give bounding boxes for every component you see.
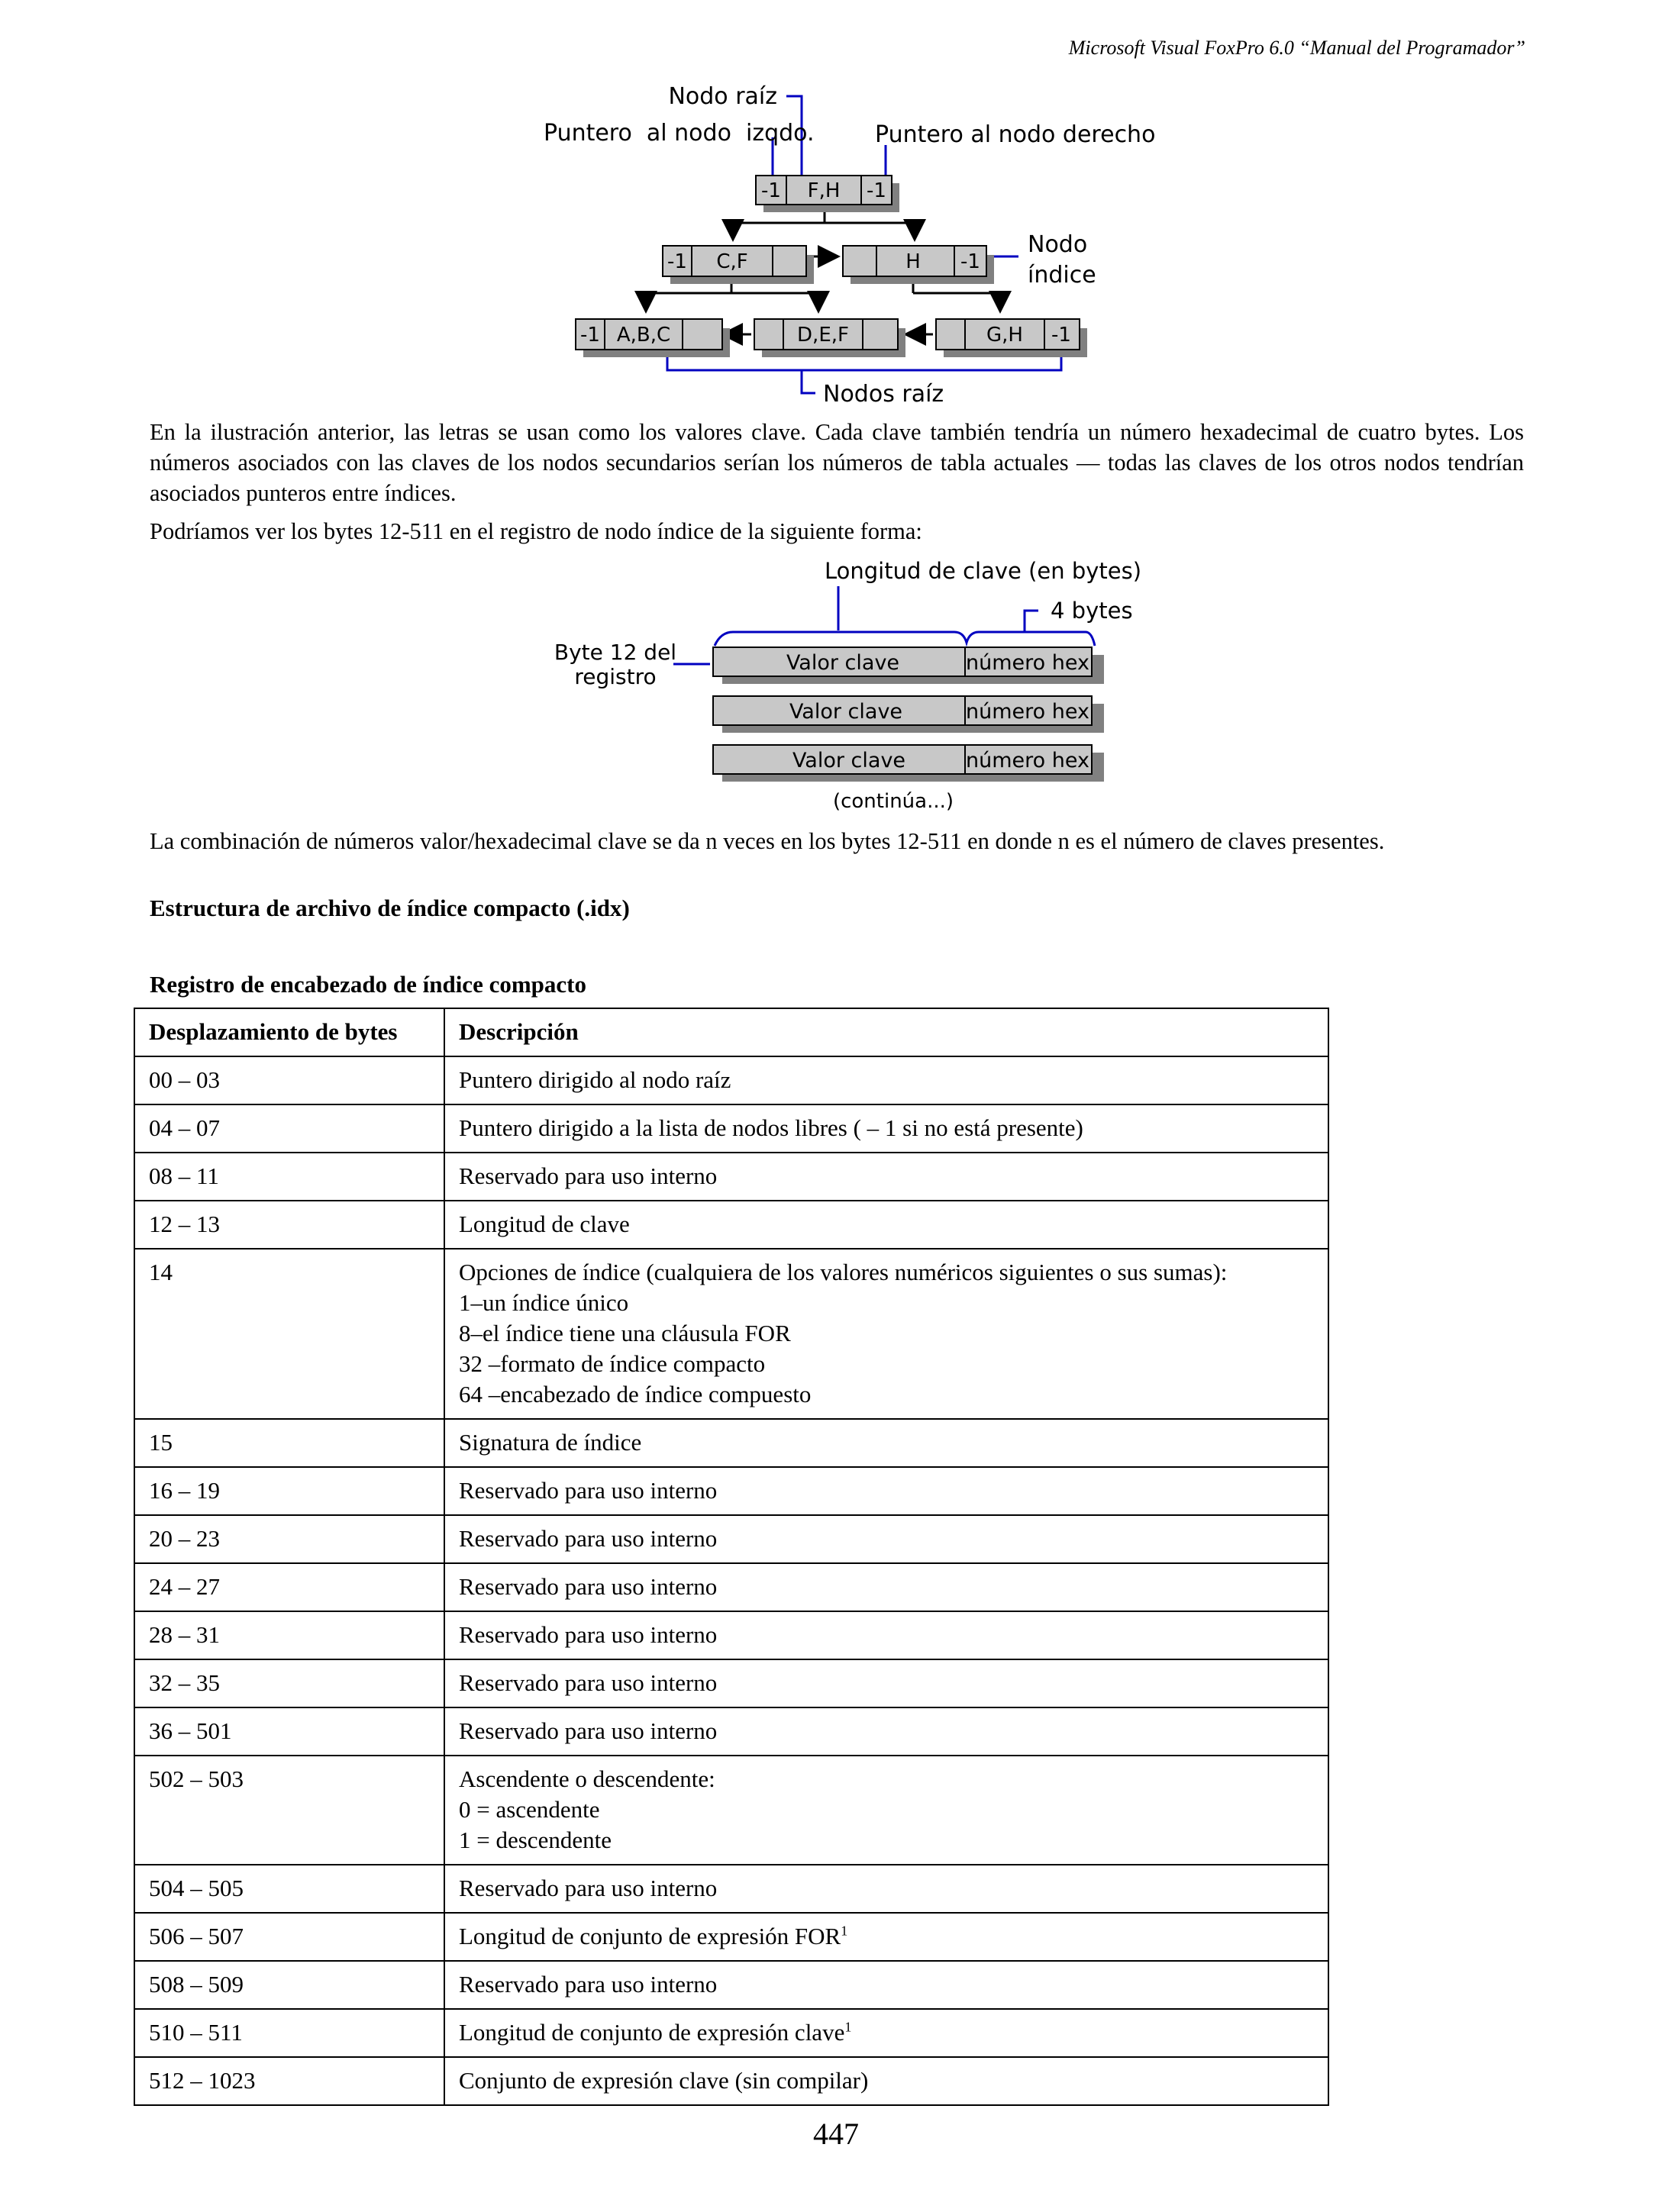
description-cell: [444, 2057, 1328, 2105]
description-text: Longitud de conjunto de expresión FOR: [459, 1923, 841, 1949]
label-byte12-line2: registro: [574, 664, 657, 689]
description-line: [459, 1620, 1314, 1650]
description-line: [459, 1427, 1314, 1458]
paragraph-3: La combinación de números valor/hexadecimal clave se da n veces en los bytes 12-511 en donde n es el número de claves presentes.: [150, 828, 1385, 854]
table-row: [134, 1707, 1328, 1756]
offset-cell: 20 – 23: [134, 1515, 444, 1563]
table-row: [134, 1563, 1328, 1611]
offset-cell: 28 – 31: [134, 1611, 444, 1659]
leaf-gh-key: G,H: [986, 324, 1023, 347]
description-text: Conjunto de expresión clave (sin compilar): [459, 2067, 869, 2094]
description-text: Signatura de índice: [459, 1429, 642, 1456]
compact-index-header-table: [134, 1008, 1329, 2106]
offset-cell: 502 – 503: [134, 1756, 444, 1865]
description-text: 64 –encabezado de índice compuesto: [459, 1381, 812, 1407]
label-four-bytes: 4 bytes: [1051, 598, 1133, 624]
node-h-right-pointer: -1: [960, 250, 980, 273]
description-text: 1 = descendente: [459, 1827, 612, 1853]
description-cell: [444, 1611, 1328, 1659]
node-cf-left-pointer: -1: [667, 250, 687, 273]
description-cell: [444, 1249, 1328, 1419]
description-cell: [444, 1865, 1328, 1913]
paragraph-2: Podríamos ver los bytes 12-511 en el registro de nodo índice de la siguiente forma:: [150, 518, 922, 544]
column-header-description: Descripción: [444, 1008, 1328, 1056]
root-key: F,H: [807, 179, 841, 202]
description-cell: [444, 1153, 1328, 1201]
description-text: Opciones de índice (cualquiera de los valores numéricos siguientes o sus sumas):: [459, 1259, 1228, 1285]
column-header-offset: Desplazamiento de bytes: [134, 1008, 444, 1056]
paragraph-1: En la ilustración anterior, las letras se usan como los valores clave. Cada clave también tendría un número hexadecimal de cuatro bytes. Los números asociados con las claves de los nodos secundarios serían los números de tabla actuales — todas las claves de los otros nodos tendrían asociados punteros entre índices.: [150, 419, 1524, 506]
label-right-pointer: Puntero al nodo derecho: [875, 121, 1156, 148]
table-row: [134, 1961, 1328, 2009]
description-line: [459, 1716, 1314, 1746]
leaf-node-gh: [936, 319, 1087, 357]
description-line: [459, 1113, 1314, 1143]
left-pointer-label-layer: [534, 114, 815, 153]
root-right-pointer: -1: [867, 179, 886, 202]
hex-number-label-1: número hex: [966, 651, 1089, 675]
description-line: [459, 1668, 1314, 1698]
key-value-label-2: Valor clave: [789, 700, 903, 724]
offset-cell: 24 – 27: [134, 1563, 444, 1611]
offset-cell: 32 – 35: [134, 1659, 444, 1707]
table-row: [134, 1104, 1328, 1153]
label-key-length: Longitud de clave (en bytes): [825, 558, 1142, 584]
section-heading: Estructura de archivo de índice compacto (.idx): [150, 895, 630, 921]
offset-cell: 36 – 501: [134, 1707, 444, 1756]
node-h-key: H: [905, 250, 921, 273]
description-line: [459, 1318, 1314, 1349]
description-cell: [444, 1756, 1328, 1865]
table-row: [134, 1056, 1328, 1104]
description-line: [459, 2065, 1314, 2096]
description-text: Longitud de clave: [459, 1211, 630, 1237]
offset-cell: 14: [134, 1249, 444, 1419]
node-cf-key: C,F: [716, 250, 748, 273]
hex-number-label-3: número hex: [966, 749, 1089, 772]
footnote-marker: 1: [844, 2019, 852, 2035]
label-index-node-1: Nodo: [1028, 231, 1088, 258]
description-text: Puntero dirigido a la lista de nodos libres ( – 1 si no está presente): [459, 1114, 1083, 1141]
description-line: [459, 1825, 1314, 1856]
label-byte12-line1: Byte 12 del: [554, 640, 677, 665]
description-line: [459, 2017, 1314, 2048]
description-text: Reservado para uso interno: [459, 1971, 718, 1998]
table-row: [134, 2057, 1328, 2105]
table-row: [134, 1201, 1328, 1249]
description-line: [459, 1209, 1314, 1240]
index-node-cf: [663, 246, 814, 284]
leaf-node-def: [754, 319, 905, 357]
table-body: [134, 1056, 1328, 2105]
description-text: 0 = ascendente: [459, 1796, 600, 1823]
label-root-node: Nodo raíz: [668, 83, 777, 110]
key-row-2: [713, 696, 1104, 733]
description-line: [459, 1161, 1314, 1191]
key-value-label-1: Valor clave: [786, 651, 900, 675]
description-line: [459, 1794, 1314, 1825]
offset-cell: 08 – 11: [134, 1153, 444, 1201]
key-row-3: [713, 745, 1104, 782]
table-row: [134, 1153, 1328, 1201]
description-cell: [444, 1913, 1328, 1961]
table-row: [134, 1515, 1328, 1563]
description-line: [459, 1065, 1314, 1095]
table-row: [134, 1419, 1328, 1467]
table-title: Registro de encabezado de índice compacto: [150, 971, 586, 998]
description-cell: [444, 1659, 1328, 1707]
description-line: [459, 1969, 1314, 2000]
leaf-abc-key: A,B,C: [616, 324, 671, 347]
table-row: [134, 1865, 1328, 1913]
offset-cell: 15: [134, 1419, 444, 1467]
description-text: Reservado para uso interno: [459, 1573, 718, 1600]
offset-cell: 512 – 1023: [134, 2057, 444, 2105]
description-text: Longitud de conjunto de expresión clave: [459, 2019, 845, 2046]
offset-cell: 504 – 505: [134, 1865, 444, 1913]
label-index-node-2: índice: [1028, 262, 1096, 289]
table-row: [134, 1659, 1328, 1707]
running-header: Microsoft Visual FoxPro 6.0 “Manual del Programador”: [1068, 37, 1525, 59]
leaf-gh-right-pointer: -1: [1051, 324, 1071, 347]
description-line: [459, 1524, 1314, 1554]
description-line: [459, 1288, 1314, 1318]
leaf-node-abc: [576, 319, 730, 357]
footnote-marker: 1: [841, 1923, 848, 1939]
description-cell: [444, 1467, 1328, 1515]
root-node: [756, 176, 899, 212]
offset-cell: 00 – 03: [134, 1056, 444, 1104]
description-line: [459, 1475, 1314, 1506]
description-text: Ascendente o descendente:: [459, 1765, 715, 1792]
offset-cell: 04 – 07: [134, 1104, 444, 1153]
label-continues: (continúa...): [832, 790, 954, 813]
description-cell: [444, 1201, 1328, 1249]
offset-cell: 508 – 509: [134, 1961, 444, 2009]
root-left-pointer: -1: [761, 179, 781, 202]
description-text: Reservado para uso interno: [459, 1477, 718, 1504]
table-row: [134, 1249, 1328, 1419]
table-row: [134, 2009, 1328, 2057]
table-header-row: [134, 1008, 1328, 1056]
description-cell: [444, 1961, 1328, 2009]
description-cell: [444, 2009, 1328, 2057]
index-node-h: [843, 246, 994, 284]
description-text: Reservado para uso interno: [459, 1717, 718, 1744]
description-text: 1–un índice único: [459, 1289, 629, 1316]
description-text: Reservado para uso interno: [459, 1162, 718, 1189]
description-line: [459, 1257, 1314, 1288]
description-line: [459, 1873, 1314, 1904]
label-left-pointer-text: Puntero al nodo izqdo.: [544, 120, 815, 147]
page-number: 447: [813, 2117, 859, 2151]
description-line: [459, 1921, 1314, 1952]
leaf-abc-left-pointer: -1: [580, 324, 600, 347]
key-value-label-3: Valor clave: [792, 749, 906, 772]
key-row-1: [713, 647, 1104, 684]
description-line: [459, 1572, 1314, 1602]
description-text: 32 –formato de índice compacto: [459, 1350, 766, 1377]
description-text: Reservado para uso interno: [459, 1669, 718, 1696]
offset-cell: 12 – 13: [134, 1201, 444, 1249]
description-text: Reservado para uso interno: [459, 1525, 718, 1552]
description-cell: [444, 1419, 1328, 1467]
table-row: [134, 1913, 1328, 1961]
offset-cell: 16 – 19: [134, 1467, 444, 1515]
description-cell: [444, 1056, 1328, 1104]
description-line: [459, 1379, 1314, 1410]
hex-number-label-2: número hex: [966, 700, 1089, 724]
offset-cell: 506 – 507: [134, 1913, 444, 1961]
table-row: [134, 1756, 1328, 1865]
description-line: [459, 1349, 1314, 1379]
description-cell: [444, 1104, 1328, 1153]
description-line: [459, 1764, 1314, 1794]
description-text: Reservado para uso interno: [459, 1621, 718, 1648]
description-text: Reservado para uso interno: [459, 1875, 718, 1901]
description-cell: [444, 1515, 1328, 1563]
table-row: [134, 1467, 1328, 1515]
leaf-def-key: D,E,F: [797, 324, 849, 347]
description-text: 8–el índice tiene una cláusula FOR: [459, 1320, 791, 1346]
description-cell: [444, 1707, 1328, 1756]
table-row: [134, 1611, 1328, 1659]
offset-cell: 510 – 511: [134, 2009, 444, 2057]
description-cell: [444, 1563, 1328, 1611]
description-text: Puntero dirigido al nodo raíz: [459, 1066, 731, 1093]
label-root-nodes: Nodos raíz: [823, 381, 944, 408]
key-layout-diagram: [534, 550, 1145, 817]
